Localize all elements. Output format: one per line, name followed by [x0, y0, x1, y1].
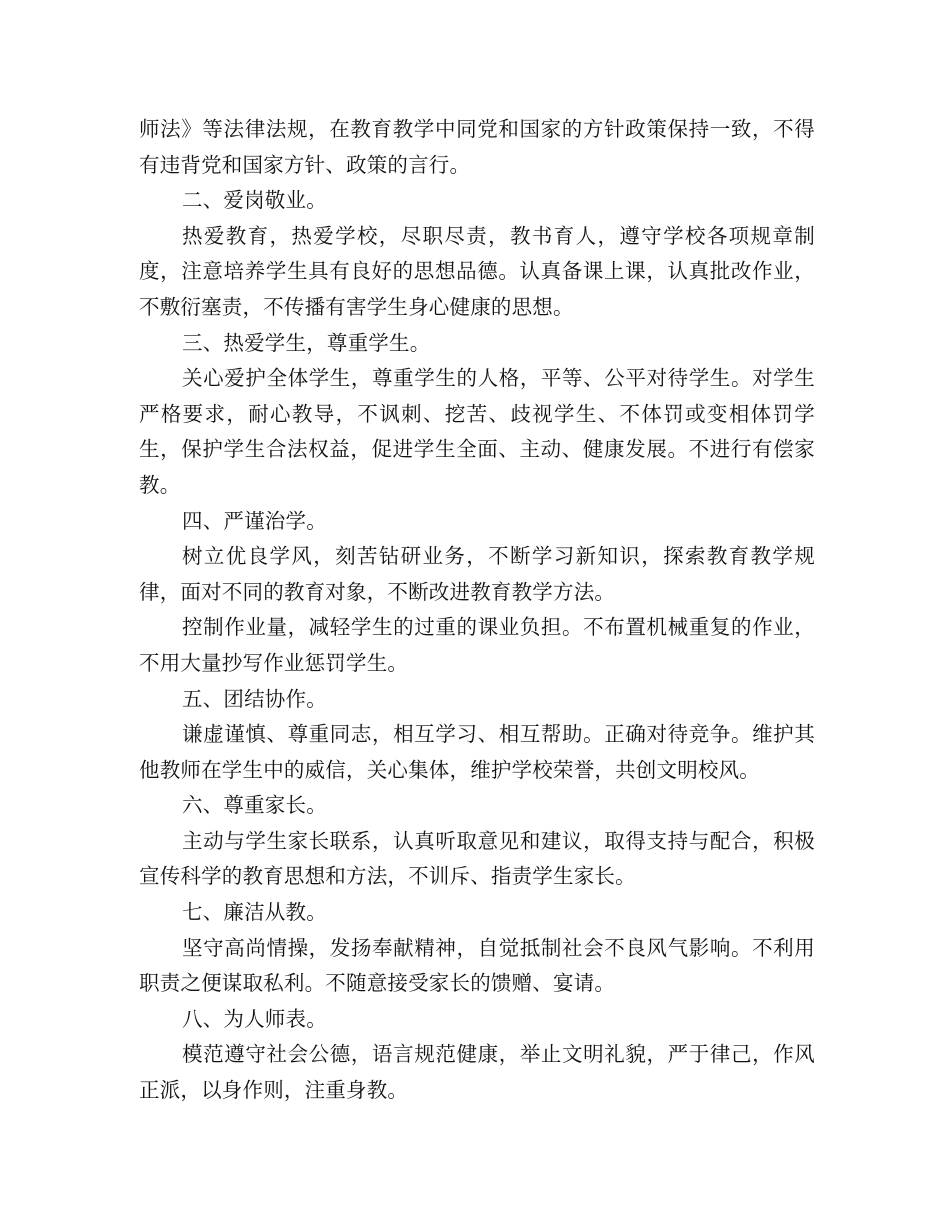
- section-body-6: 主动与学生家长联系，认真听取意见和建议，取得支持与配合，积极宣传科学的教育思想和方法，不训斥、指责学生家长。: [139, 828, 815, 889]
- section-heading-3: 三、热爱学生，尊重学生。: [182, 330, 431, 355]
- section-body-5: 谦虚谨慎、尊重同志，相互学习、相互帮助。正确对待竞争。维护其他教师在学生中的威信，关心集体，维护学校荣誉，共创文明校风。: [139, 722, 815, 782]
- section-body-7: 坚守高尚情操，发扬奉献精神，自觉抵制社会不良风气影响。不利用职责之便谋取私利。不随意接受家长的馈赠、宴请。: [139, 935, 815, 996]
- section-heading-6: 六、尊重家长。: [182, 793, 327, 818]
- continuation-paragraph: 师法》等法律法规，在教育教学中同党和国家的方针政策保持一致，不得有违背党和国家方针、政策的言行。: [139, 117, 815, 177]
- section-body-8: 模范遵守社会公德，语言规范健康，举止文明礼貌，严于律己，作风正派，以身作则，注重身教。: [139, 1042, 815, 1103]
- section-heading-5: 五、团结协作。: [182, 686, 327, 711]
- section-body-2: 热爱教育，热爱学校，尽职尽责，教书育人，遵守学校各项规章制度，注意培养学生具有良好的思想品德。认真备课上课，认真批改作业，不敷衍塞责，不传播有害学生身心健康的思想。: [139, 223, 815, 319]
- section-body-3: 关心爱护全体学生，尊重学生的人格，平等、公平对待学生。对学生严格要求，耐心教导，不讽刺、挖苦、歧视学生、不体罚或变相体罚学生，保护学生合法权益，促进学生全面、主动、健康发展。不进行有偿家教。: [139, 366, 815, 497]
- section-heading-2: 二、爱岗敬业。: [182, 188, 327, 213]
- document-body: [139, 112, 815, 1109]
- section-heading-7: 七、廉洁从教。: [182, 900, 327, 925]
- section-heading-8: 八、为人师表。: [182, 1006, 327, 1031]
- section-heading-4: 四、严谨治学。: [182, 508, 327, 533]
- section-body-4a: 树立优良学风，刻苦钻研业务，不断学习新知识，探索教育教学规律，面对不同的教育对象，不断改进教育教学方法。: [139, 544, 815, 604]
- section-body-4b: 控制作业量，减轻学生的过重的课业负担。不布置机械重复的作业，不用大量抄写作业惩罚学生。: [139, 615, 815, 675]
